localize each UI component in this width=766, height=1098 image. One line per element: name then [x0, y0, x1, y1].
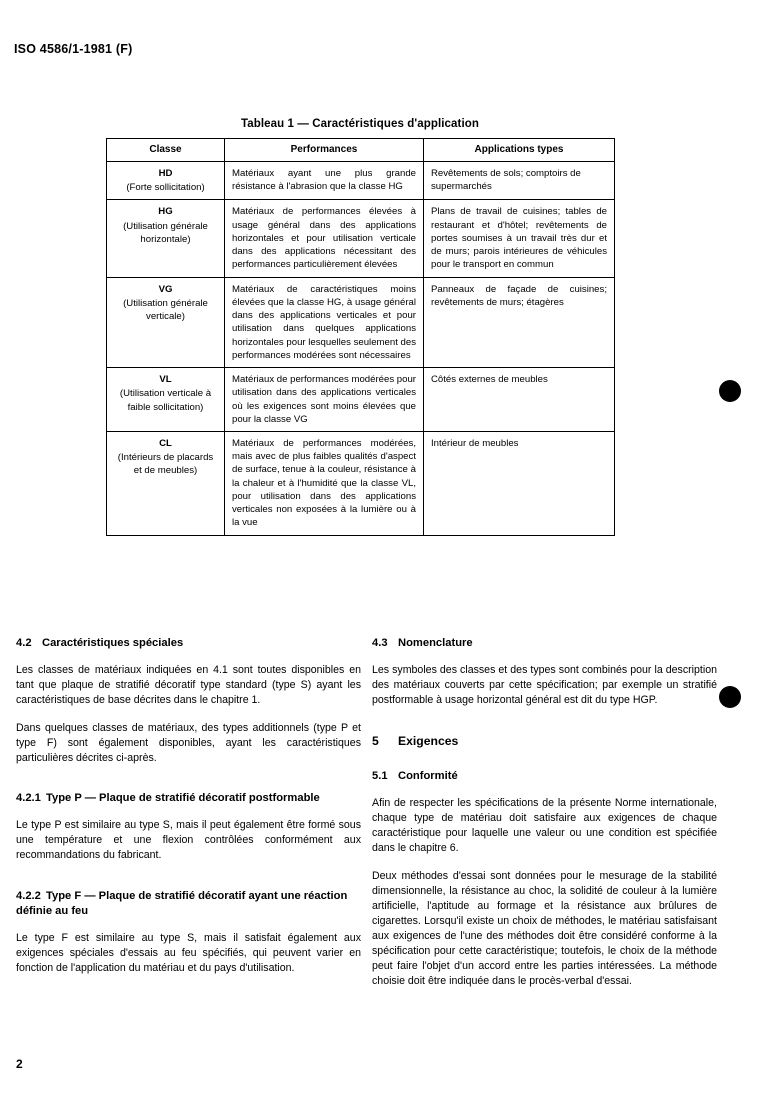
cell-classe	[107, 431, 225, 535]
heading-4-2-1-title: Type P — Plaque de stratifié décoratif postformable	[46, 792, 320, 805]
section-spacer	[372, 721, 717, 733]
heading-5-1-title: Conformité	[398, 769, 458, 782]
margin-change-dot	[719, 686, 741, 708]
class-code: HD	[158, 168, 173, 179]
body-column-left	[16, 636, 361, 976]
paragraph-type-p: Le type P est similaire au type S, mais il peut également être formé sous une température et une flexion contrôlées conformément aux recommandations du fabricant.	[16, 819, 361, 862]
table-header-row	[107, 139, 615, 162]
table-row	[107, 277, 615, 367]
paragraph-conformite-2: Deux méthodes d'essai sont données pour le mesurage de la stabilité dimensionnelle, la résistance au choc, la solidité de couleur à la lumière artificielle, l'aptitude au formage et la résistance aux brûlures de cigarettes. Lorsqu'il existe un choix de méthodes, le matériau satisfaisant aux exigences de l'une des méthodes doit être considéré conforme à la spécification pour cette caractéristique; toutefois, le choix de la méthode peut faire l'objet d'un accord entre les parties intéressées. La méthode choisie doit être indiquée dans le procès-verbal d'essai.	[372, 869, 717, 987]
body-column-right	[372, 636, 717, 989]
cell-classe	[107, 277, 225, 367]
column-header-classe: Classe	[107, 139, 225, 162]
class-code: VG	[158, 283, 173, 295]
heading-4-2	[16, 636, 361, 651]
cell-performances: Matériaux de performances modérées, mais avec de plus faibles qualités d'aspect de surface, tenue à la couleur, résistance à la chaleur et à l'humidité que la classe VL, pour utilisation dans des applications verticales non exposées à la lumière ou à la vue	[225, 431, 424, 535]
heading-4-2-1	[16, 791, 361, 806]
table-caption: Tableau 1 — Caractéristiques d'application	[240, 118, 480, 130]
cell-applications: Côtés externes de meubles	[424, 368, 615, 432]
heading-4-3-title: Nomenclature	[398, 637, 473, 649]
paragraph-nomenclature: Les symboles des classes et des types sont combinés pour la description des matériaux couverts par cette spécification; par exemple un stratifié postformable à usage horizontal général est dit du type HGP.	[372, 664, 717, 707]
table-row	[107, 431, 615, 535]
class-code: CL	[159, 437, 172, 449]
cell-applications: Intérieur de meubles	[424, 431, 615, 535]
cell-performances: Matériaux de performances élevées à usage général dans des applications horizontales et pour utilisation verticale dans des applications nécessitant des performances particulièrement élevées	[225, 200, 424, 277]
class-code: HG	[158, 206, 173, 218]
margin-change-dot	[719, 380, 741, 402]
paragraph-4-2-1: Les classes de matériaux indiquées en 4.1 sont toutes disponibles en tant que plaque de stratifié décoratif type standard (type S) ayant les caractéristiques de base décrites dans le chapitre 1.	[16, 664, 361, 707]
heading-4-2-1-number: 4.2.1	[16, 792, 41, 805]
table-section	[106, 118, 614, 536]
class-description: (Utilisation générale horizontale)	[123, 220, 208, 245]
heading-4-2-title: Caractéristiques spéciales	[42, 637, 184, 649]
heading-5	[372, 733, 717, 750]
cell-classe	[107, 200, 225, 277]
cell-performances: Matériaux de caractéristiques moins élevées que la classe HG, à usage général dans des applications verticales et pour utilisation dans quelques applications horizontales pour lesquelles seulement des performances modérées sont nécessaires	[225, 277, 424, 367]
cell-applications: Plans de travail de cuisines; tables de restaurant et d'hôtel; revêtements de portes soumises à un travail très dur et de murs; parois intérieures de véhicules pour le transport en commun	[424, 200, 615, 277]
class-description: (Utilisation générale verticale)	[123, 297, 208, 323]
cell-classe	[107, 368, 225, 432]
cell-applications: Panneaux de façade de cuisines; revêtements de murs; étagères	[424, 277, 615, 367]
section-spacer	[16, 779, 361, 791]
table-row	[107, 368, 615, 432]
column-header-performances: Performances	[225, 139, 424, 162]
heading-4-2-2	[16, 889, 361, 919]
standard-reference-header: ISO 4586/1-1981 (F)	[14, 42, 133, 56]
paragraph-4-2-2: Dans quelques classes de matériaux, des types additionnels (type P et type F) sont également disponibles, ayant les caractéristiques particulières décrites ci-après.	[16, 722, 361, 765]
paragraph-type-f: Le type F est similaire au type S, mais il satisfait également aux exigences spéciales d'essais au feu spécifiés, qui peuvent varier en fonction de l'application du matériau et du pays d'utilisation.	[16, 931, 361, 974]
heading-4-2-number: 4.2	[16, 637, 32, 649]
page-number: 2	[16, 1057, 23, 1071]
heading-5-1-number: 5.1	[372, 769, 388, 782]
heading-4-3-number: 4.3	[372, 637, 388, 649]
heading-4-2-2-number: 4.2.2	[16, 889, 41, 902]
class-code: VL	[159, 374, 172, 386]
column-header-applications: Applications types	[424, 139, 615, 162]
class-description: (Forte sollicitation)	[126, 182, 205, 194]
table-row	[107, 200, 615, 277]
heading-4-2-2-title: Type F — Plaque de stratifié décoratif ayant une réaction définie au feu	[16, 889, 348, 917]
heading-5-1	[372, 769, 717, 784]
paragraph-conformite-1: Afin de respecter les spécifications de la présente Norme internationale, chaque type de matériau doit satisfaire aux exigences de chaque caractéristique pour laquelle une valeur ou une condition est spécifiée dans le chapitre 6.	[372, 796, 717, 854]
class-description: (Utilisation verticale à faible sollicitation)	[119, 388, 212, 413]
heading-5-number: 5	[372, 734, 379, 749]
cell-classe	[107, 162, 225, 200]
cell-performances: Matériaux de performances modérées pour utilisation dans des applications verticales où les exigences sont moins élevées que pour la classe VG	[225, 368, 424, 432]
heading-4-3	[372, 636, 717, 651]
application-characteristics-table	[106, 138, 615, 536]
table-row	[107, 162, 615, 200]
class-description: (Intérieurs de placards et de meubles)	[117, 452, 214, 477]
cell-applications: Revêtements de sols; comptoirs de supermarchés	[424, 162, 615, 200]
cell-performances: Matériaux ayant une plus grande résistance à l'abrasion que la classe HG	[225, 162, 424, 200]
heading-5-title: Exigences	[398, 734, 459, 749]
section-spacer	[16, 877, 361, 889]
